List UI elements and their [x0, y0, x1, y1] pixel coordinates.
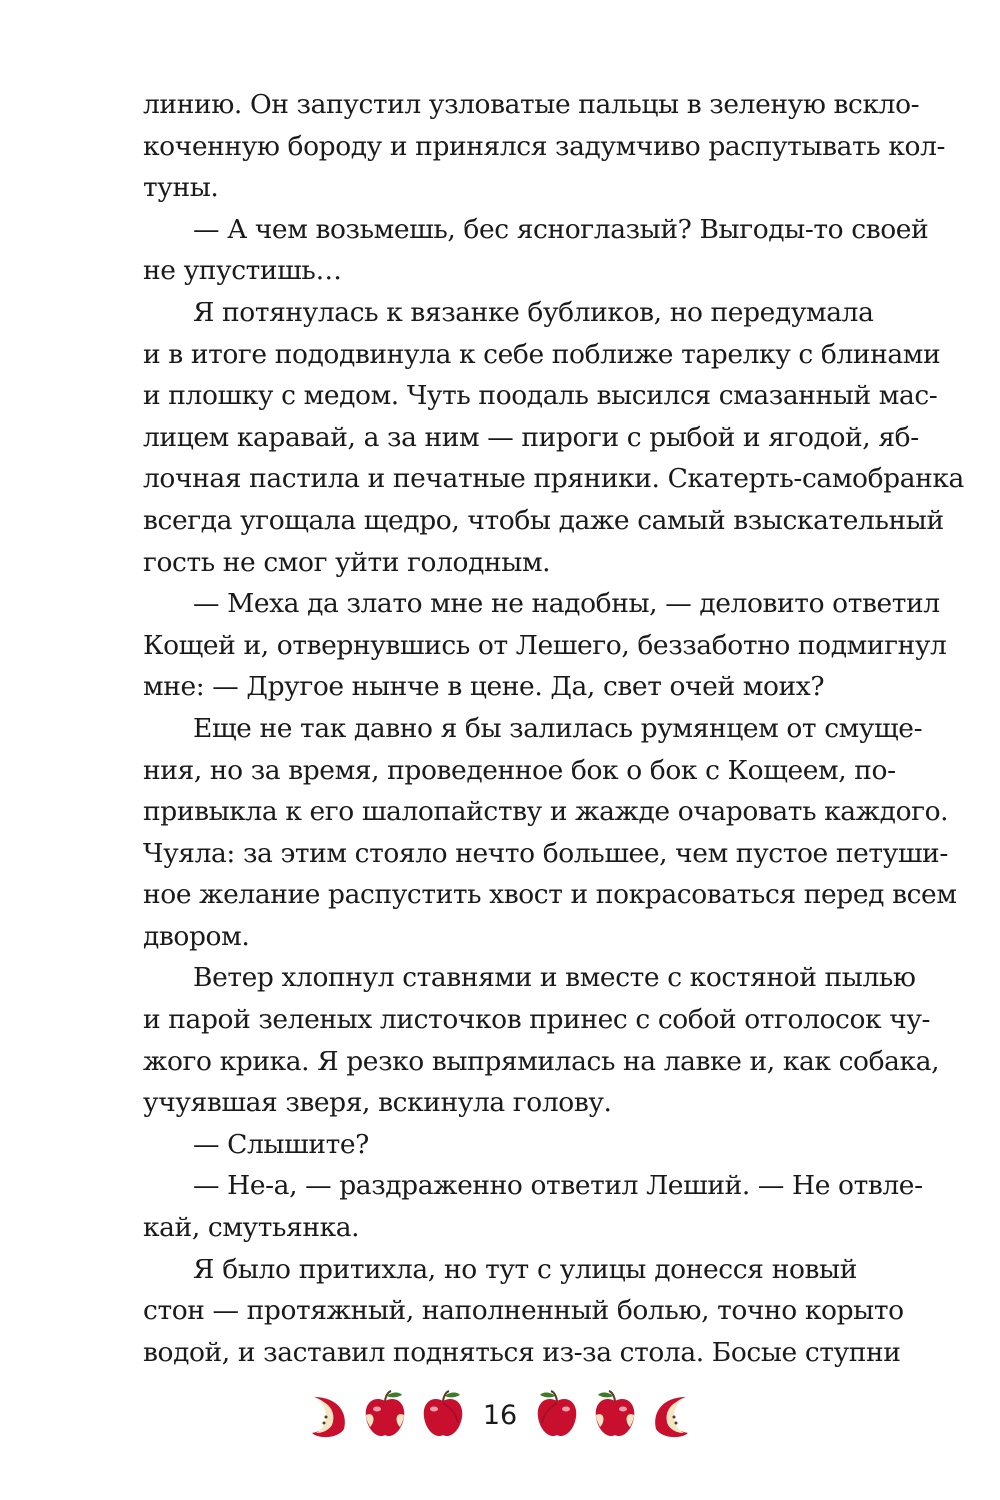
text-line: двором.	[143, 920, 250, 952]
text-line: не упустишь…	[143, 255, 342, 287]
text-line: учуявшая зверя, вскинула голову.	[143, 1087, 612, 1119]
apple-crescent-icon	[302, 1389, 352, 1441]
apple-whole-icon	[418, 1389, 468, 1441]
text-line: — А чем возьмешь, бес ясноглазый? Выгоды-то своей	[193, 213, 929, 245]
text-line: — Слышите?	[193, 1128, 369, 1160]
text-line: Еще не так давно я бы залилась румянцем от смуще-	[193, 712, 923, 744]
text-line: Я потянулась к вязанке бубликов, но передумала	[193, 296, 874, 328]
page-body	[143, 84, 964, 1373]
text-line: коченную бороду и принялся задумчиво распутывать кол-	[143, 130, 946, 162]
page-number: 16	[482, 1399, 518, 1431]
apple-bitten-icon	[360, 1389, 410, 1441]
apple-bitten-icon	[590, 1389, 640, 1441]
text-line: всегда угощала щедро, чтобы даже самый взыскательный	[143, 504, 944, 536]
apple-crescent-icon	[648, 1389, 698, 1441]
text-line: стон — протяжный, наполненный болью, точно корыто	[143, 1295, 904, 1327]
text-line: привыкла к его шалопайству и жажде очаровать каждого.	[143, 796, 949, 828]
text-line: ное желание распустить хвост и покрасоваться перед всем	[143, 879, 957, 911]
text-line: Я было притихла, но тут с улицы донесся новый	[193, 1253, 857, 1285]
text-line: Кощей и, отвернувшись от Лешего, беззаботно подмигнул	[143, 629, 947, 661]
text-line: ния, но за время, проведенное бок о бок с Кощеем, по-	[143, 754, 896, 786]
text-line: — Не-а, — раздраженно ответил Леший. — Не отвле-	[193, 1170, 923, 1202]
apple-whole-icon	[532, 1389, 582, 1441]
text-line: гость не смог уйти голодным.	[143, 546, 551, 578]
text-line: жого крика. Я резко выпрямилась на лавке и, как собака,	[143, 1045, 940, 1077]
text-line: мне: — Другое нынче в цене. Да, свет очей моих?	[143, 671, 825, 703]
text-line: кай, смутьянка.	[143, 1212, 360, 1244]
text-line: лочная пастила и печатные пряники. Скатерть-самобранка	[143, 463, 964, 495]
text-line: лицем каравай, а за ним — пироги с рыбой и ягодой, яб-	[143, 421, 919, 453]
ornament-left	[302, 1389, 468, 1441]
text-line: и плошку с медом. Чуть поодаль высился смазанный мас-	[143, 380, 938, 412]
text-line: Ветер хлопнул ставнями и вместе с костяной пылью	[193, 962, 916, 994]
ornament-right	[532, 1389, 698, 1441]
text-line: и в итоге пододвинула к себе поближе тарелку с блинами	[143, 338, 941, 370]
text-line: — Меха да злато мне не надобны, — деловито ответил	[193, 588, 940, 620]
text-line: водой, и заставил подняться из-за стола. Босые ступни	[143, 1336, 901, 1368]
text-line: и парой зеленых листочков принес с собой отголосок чу-	[143, 1004, 931, 1036]
text-line: линию. Он запустил узловатые пальцы в зеленую вскло-	[143, 89, 920, 120]
page-footer	[0, 1385, 1000, 1445]
text-line: туны.	[143, 172, 219, 204]
text-line: Чуяла: за этим стояло нечто большее, чем пустое петуши-	[143, 837, 948, 869]
